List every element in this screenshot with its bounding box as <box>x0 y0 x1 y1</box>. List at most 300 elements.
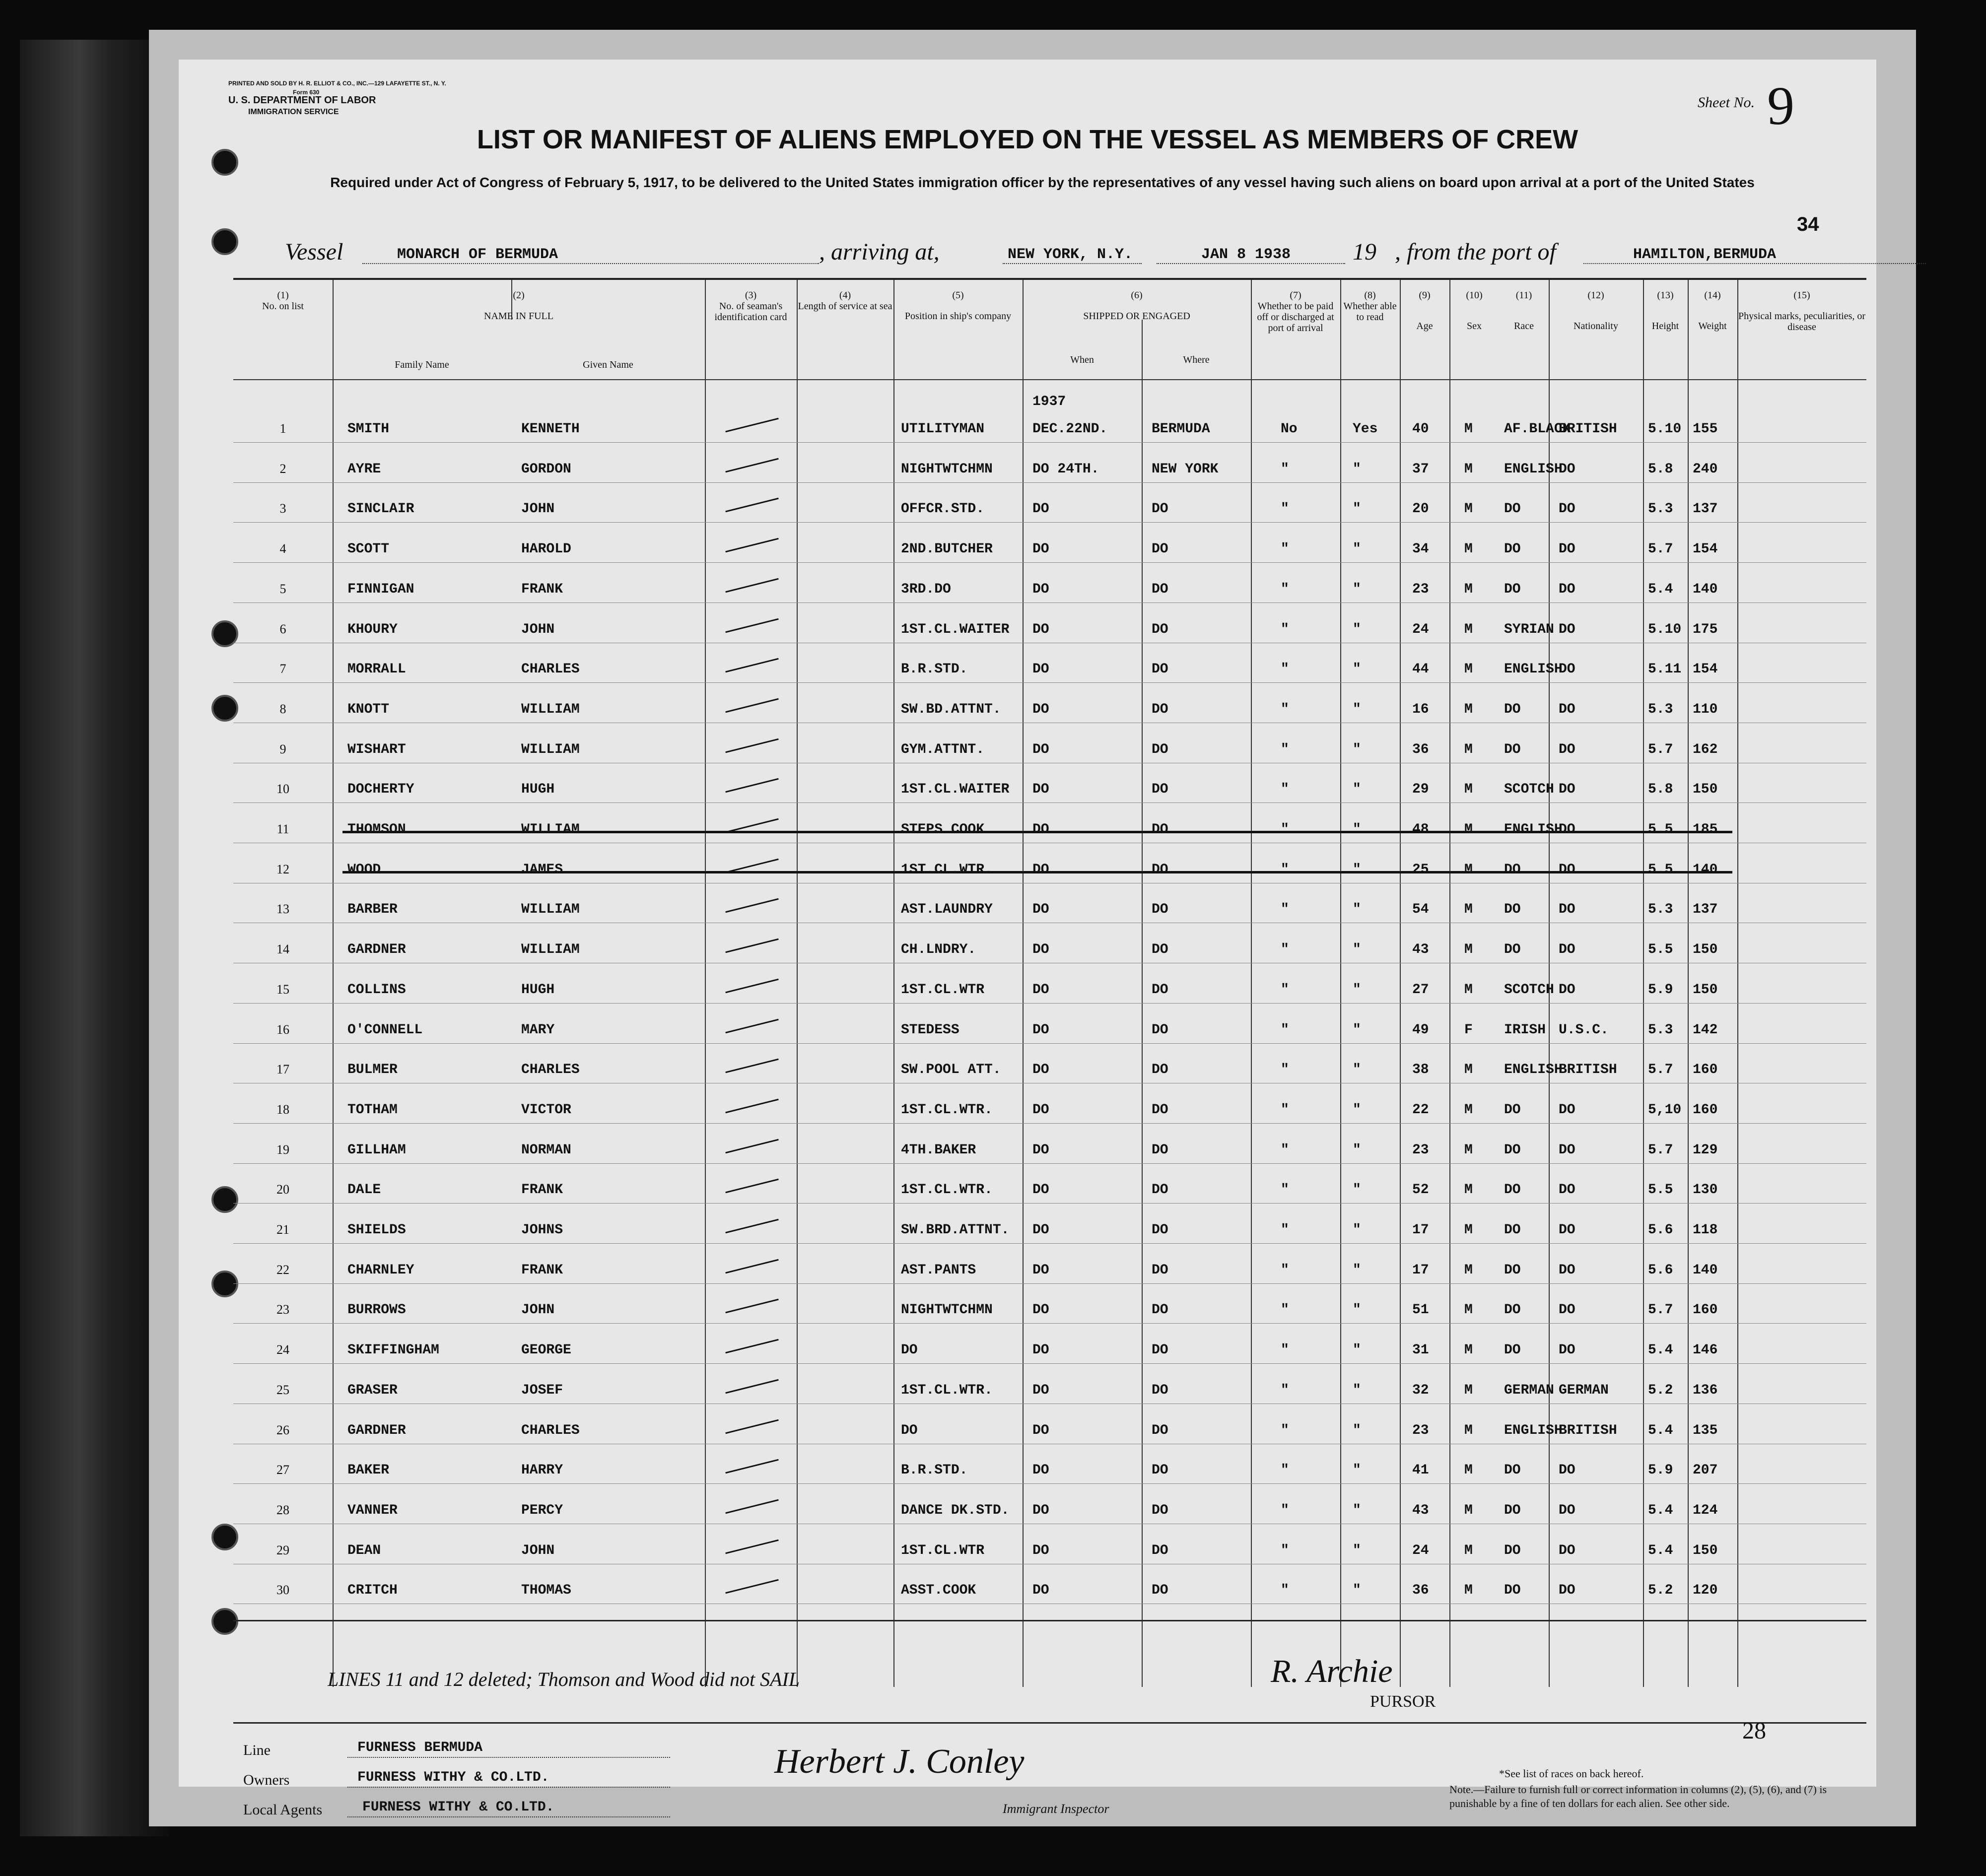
id-card-tick <box>725 618 778 633</box>
cell-when: DO <box>1032 942 1049 958</box>
cell-paid: " <box>1281 942 1289 958</box>
row-rule <box>233 1323 1866 1324</box>
cell-sex: M <box>1464 1542 1473 1558</box>
cell-when: DO <box>1032 822 1049 837</box>
id-card-tick <box>725 778 778 793</box>
cell-weight: 137 <box>1693 501 1718 517</box>
cell-position: SW.POOL ATT. <box>901 1062 1001 1078</box>
col11-number: (11) <box>1515 290 1532 301</box>
cell-given: JOHN <box>521 501 555 517</box>
cell-read: " <box>1353 701 1361 717</box>
cell-sex: F <box>1464 1022 1473 1038</box>
cell-paid: " <box>1281 581 1289 597</box>
cell-read: " <box>1353 741 1361 757</box>
cell-paid: No <box>1281 421 1298 437</box>
year-label: 19 <box>1353 239 1376 265</box>
cell-height: 5.5 <box>1648 862 1673 877</box>
cell-given: JOHN <box>521 1302 555 1318</box>
row-number: 15 <box>276 982 289 997</box>
cell-height: 5.9 <box>1648 982 1673 998</box>
cell-when: DO <box>1032 1583 1049 1599</box>
col15-header <box>1737 290 1866 333</box>
cell-sex: M <box>1464 1583 1473 1599</box>
cell-where: DO <box>1152 701 1168 717</box>
cell-nat: DO <box>1559 541 1575 557</box>
row-rule <box>233 442 1866 443</box>
cell-when: DO <box>1032 1062 1049 1078</box>
cell-position: 1ST.CL.WAITER <box>901 621 1010 637</box>
cell-position: NIGHTWTCHMN <box>901 461 993 477</box>
id-card-tick <box>725 1299 778 1314</box>
cell-when: DO <box>1032 1182 1049 1198</box>
cell-position: 1ST.CL.WTR. <box>901 862 993 877</box>
cell-family: WOOD <box>347 862 381 877</box>
cell-when: DO <box>1032 1222 1049 1238</box>
column-divider <box>1023 280 1024 1687</box>
port-rule <box>1003 263 1142 264</box>
cell-family: DOCHERTY <box>347 782 414 798</box>
id-card-tick <box>725 418 778 433</box>
id-card-tick <box>725 1259 778 1273</box>
col1-header <box>233 290 333 312</box>
cell-race: GERMAN <box>1504 1382 1554 1398</box>
col6-header <box>1023 290 1251 322</box>
id-card-tick <box>725 1179 778 1194</box>
line-label: Line <box>243 1742 271 1758</box>
column-divider <box>333 280 334 1687</box>
cell-nat: BRITISH <box>1559 1422 1617 1438</box>
cell-read: " <box>1353 1542 1361 1558</box>
row-number: 18 <box>276 1102 289 1117</box>
cell-where: DO <box>1152 862 1168 877</box>
col10-number: (10) <box>1466 290 1483 301</box>
row-number: 8 <box>279 701 286 716</box>
cell-height: 5.5 <box>1648 1182 1673 1198</box>
id-card-tick <box>725 938 778 953</box>
cell-nat: DO <box>1559 862 1575 877</box>
line-rule <box>347 1757 670 1758</box>
cell-nat: BRITISH <box>1559 1062 1617 1078</box>
row-number: 21 <box>276 1222 289 1237</box>
cell-weight: 140 <box>1693 862 1718 877</box>
row-rule <box>233 1203 1866 1204</box>
cell-given: JOHNS <box>521 1222 563 1238</box>
cell-family: BULMER <box>347 1062 398 1078</box>
cell-height: 5.3 <box>1648 902 1673 918</box>
id-card-tick <box>725 578 778 593</box>
cell-read: " <box>1353 862 1361 877</box>
cell-weight: 110 <box>1693 701 1718 717</box>
cell-race: DO <box>1504 1222 1521 1238</box>
cell-nat: DO <box>1559 942 1575 958</box>
from-port: HAMILTON,BERMUDA <box>1633 246 1777 263</box>
cell-sex: M <box>1464 621 1473 637</box>
cell-family: VANNER <box>347 1502 398 1518</box>
row-number: 1 <box>279 421 286 436</box>
row-number: 6 <box>279 621 286 636</box>
cell-when: DO <box>1032 1022 1049 1038</box>
cell-race: ENGLISH <box>1504 1062 1563 1078</box>
cell-given: FRANK <box>521 1262 563 1278</box>
cell-read: " <box>1353 1463 1361 1478</box>
cell-age: 54 <box>1412 902 1429 918</box>
cell-family: DEAN <box>347 1542 381 1558</box>
cell-when: DO <box>1032 1302 1049 1318</box>
col9-header <box>1400 290 1449 332</box>
id-card-tick <box>725 979 778 994</box>
when-header: When <box>1070 354 1094 365</box>
cell-nat: DO <box>1559 1583 1575 1599</box>
cell-position: 4TH.BAKER <box>901 1142 976 1158</box>
id-card-tick <box>725 1539 778 1554</box>
cell-family: O'CONNELL <box>347 1022 423 1038</box>
cell-height: 5.4 <box>1648 1422 1673 1438</box>
id-card-tick <box>725 1139 778 1153</box>
form-title: LIST OR MANIFEST OF ALIENS EMPLOYED ON THE VESSEL AS MEMBERS OF CREW <box>477 125 1578 154</box>
cell-height: 5.2 <box>1648 1382 1673 1398</box>
row-number: 10 <box>276 782 289 797</box>
cell-position: 1ST.CL.WTR. <box>901 1102 993 1118</box>
cell-race: DO <box>1504 1463 1521 1478</box>
col8-number: (8) <box>1364 290 1376 301</box>
cell-paid: " <box>1281 1222 1289 1238</box>
purser-title: PURSOR <box>1370 1692 1436 1711</box>
cell-age: 38 <box>1412 1062 1429 1078</box>
cell-nat: DO <box>1559 662 1575 677</box>
row-rule <box>233 1243 1866 1244</box>
cell-sex: M <box>1464 1102 1473 1118</box>
cell-position: 1ST.CL.WTR. <box>901 1182 993 1198</box>
agents-value: FURNESS WITHY & CO.LTD. <box>362 1800 554 1815</box>
table-bottom-rule <box>233 1620 1866 1621</box>
row-rule <box>233 482 1866 483</box>
row-rule <box>233 1363 1866 1364</box>
cell-height: 5.5 <box>1648 822 1673 837</box>
page-number: 34 <box>1797 213 1819 235</box>
cell-age: 23 <box>1412 1142 1429 1158</box>
cell-read: " <box>1353 1102 1361 1118</box>
cell-family: MORRALL <box>347 662 406 677</box>
cell-sex: M <box>1464 581 1473 597</box>
cell-weight: 154 <box>1693 662 1718 677</box>
cell-family: THOMSON <box>347 822 406 837</box>
cell-where: DO <box>1152 982 1168 998</box>
cell-age: 20 <box>1412 501 1429 517</box>
cell-weight: 240 <box>1693 461 1718 477</box>
cell-where: DO <box>1152 541 1168 557</box>
row-number: 24 <box>276 1342 289 1357</box>
cell-height: 5.2 <box>1648 1583 1673 1599</box>
id-card-tick <box>725 1018 778 1033</box>
sheet-number: 9 <box>1767 75 1794 136</box>
cell-position: 1ST.CL.WTR <box>901 1542 985 1558</box>
row-number: 23 <box>276 1302 289 1317</box>
cell-when: DO 24TH. <box>1032 461 1099 477</box>
cell-family: SCOTT <box>347 541 390 557</box>
from-port-rule <box>1583 263 1926 264</box>
cell-age: 29 <box>1412 782 1429 798</box>
col2-number: (2) <box>513 290 525 301</box>
cell-where: DO <box>1152 1382 1168 1398</box>
row-number: 20 <box>276 1182 289 1197</box>
cell-race: AF.BLACK <box>1504 421 1571 437</box>
cell-when: DO <box>1032 902 1049 918</box>
cell-position: AST.PANTS <box>901 1262 976 1278</box>
cell-sex: M <box>1464 1422 1473 1438</box>
col3-header <box>705 290 797 323</box>
penalty-note: Note.—Failure to furnish full or correct information in columns (2), (5), (6), and (7) is punishable by a fine of ten dollars for each alien. See other side. <box>1449 1783 1827 1809</box>
printer-line: PRINTED AND SOLD BY H. R. ELLIOT & CO., INC.—129 LAFAYETTE ST., N. Y. <box>228 80 446 87</box>
cell-race: DO <box>1504 1342 1521 1358</box>
cell-race: DO <box>1504 902 1521 918</box>
id-card-tick <box>725 738 778 753</box>
cell-nat: DO <box>1559 1542 1575 1558</box>
cell-given: WILLIAM <box>521 822 580 837</box>
cell-height: 5.4 <box>1648 581 1673 597</box>
cell-when: DO <box>1032 1382 1049 1398</box>
row-number: 25 <box>276 1382 289 1397</box>
column-divider <box>797 280 798 1687</box>
id-card-tick <box>725 1099 778 1114</box>
cell-weight: 118 <box>1693 1222 1718 1238</box>
cell-given: WILLIAM <box>521 942 580 958</box>
date-rule <box>1157 263 1345 264</box>
cell-paid: " <box>1281 902 1289 918</box>
footer-divider <box>233 1722 1866 1724</box>
col4-label: Length of service at sea <box>798 301 892 312</box>
cell-where: DO <box>1152 621 1168 637</box>
col15-number: (15) <box>1793 290 1810 301</box>
cell-sex: M <box>1464 501 1473 517</box>
cell-sex: M <box>1464 1502 1473 1518</box>
row-number: 13 <box>276 902 289 917</box>
id-card-tick <box>725 698 778 713</box>
cell-weight: 120 <box>1693 1583 1718 1599</box>
cell-read: " <box>1353 1422 1361 1438</box>
cell-family: SINCLAIR <box>347 501 414 517</box>
cell-where: DO <box>1152 1583 1168 1599</box>
cell-nat: DO <box>1559 1502 1575 1518</box>
cell-age: 25 <box>1412 862 1429 877</box>
cell-given: WILLIAM <box>521 741 580 757</box>
col3-number: (3) <box>745 290 757 301</box>
race-note: *See list of races on back hereof. <box>1499 1767 1644 1780</box>
row-number: 3 <box>279 501 286 516</box>
col1-number: (1) <box>277 290 289 301</box>
cell-sex: M <box>1464 902 1473 918</box>
cell-race: DO <box>1504 862 1521 877</box>
row-rule <box>233 1163 1866 1164</box>
id-card-tick <box>725 1219 778 1234</box>
cell-nat: DO <box>1559 782 1575 798</box>
cell-race: DO <box>1504 1583 1521 1599</box>
cell-height: 5.7 <box>1648 1142 1673 1158</box>
cell-paid: " <box>1281 782 1289 798</box>
column-divider <box>1400 280 1401 1687</box>
cell-weight: 150 <box>1693 782 1718 798</box>
cell-nat: DO <box>1559 741 1575 757</box>
binder-spine <box>20 40 169 1836</box>
cell-read: " <box>1353 942 1361 958</box>
cell-where: DO <box>1152 1502 1168 1518</box>
cell-height: 5.4 <box>1648 1502 1673 1518</box>
cell-where: DO <box>1152 1542 1168 1558</box>
cell-read: " <box>1353 1342 1361 1358</box>
cell-position: STEPS COOK <box>901 822 985 837</box>
cell-nat: DO <box>1559 1102 1575 1118</box>
cell-family: COLLINS <box>347 982 406 998</box>
col3-label: No. of seaman's identification card <box>714 301 787 323</box>
cell-sex: M <box>1464 662 1473 677</box>
cell-position: CH.LNDRY. <box>901 942 976 958</box>
col8-label: Whether able to read <box>1343 301 1397 323</box>
cell-weight: 160 <box>1693 1062 1718 1078</box>
manifest-sheet <box>179 60 1876 1818</box>
cell-when: DO <box>1032 701 1049 717</box>
cell-given: CHARLES <box>521 662 580 677</box>
cell-given: JOSEF <box>521 1382 563 1398</box>
cell-read: " <box>1353 1062 1361 1078</box>
cell-age: 16 <box>1412 701 1429 717</box>
id-card-tick <box>725 538 778 553</box>
col12-number: (12) <box>1587 290 1604 301</box>
col5-label: Position in ship's company <box>904 311 1012 322</box>
cell-weight: 130 <box>1693 1182 1718 1198</box>
cell-nat: DO <box>1559 501 1575 517</box>
cell-sex: M <box>1464 1182 1473 1198</box>
inspector-signature: Herbert J. Conley <box>774 1742 1025 1781</box>
cell-position: 3RD.DO <box>901 581 951 597</box>
row-rule <box>233 1043 1866 1044</box>
cell-family: BARBER <box>347 902 398 918</box>
cell-where: DO <box>1152 1422 1168 1438</box>
cell-weight: 137 <box>1693 902 1718 918</box>
cell-age: 40 <box>1412 421 1429 437</box>
cell-sex: M <box>1464 1262 1473 1278</box>
cell-given: CHARLES <box>521 1422 580 1438</box>
cell-race: DO <box>1504 1262 1521 1278</box>
cell-nat: DO <box>1559 902 1575 918</box>
cell-family: GARDNER <box>347 942 406 958</box>
cell-race: DO <box>1504 1542 1521 1558</box>
cell-given: JOHN <box>521 621 555 637</box>
cell-given: JAMES <box>521 862 563 877</box>
col5-header <box>893 290 1023 322</box>
cell-height: 5.6 <box>1648 1222 1673 1238</box>
cell-family: KHOURY <box>347 621 398 637</box>
cell-read: " <box>1353 782 1361 798</box>
given-name-header: Given Name <box>583 359 633 370</box>
col12-label: Nationality <box>1574 321 1618 332</box>
cell-height: 5.3 <box>1648 1022 1673 1038</box>
cell-where: DO <box>1152 1302 1168 1318</box>
cell-weight: 162 <box>1693 741 1718 757</box>
family-name-header: Family Name <box>395 359 449 370</box>
cell-age: 43 <box>1412 942 1429 958</box>
cell-nat: DO <box>1559 1182 1575 1198</box>
col4-header <box>797 290 893 312</box>
cell-age: 23 <box>1412 1422 1429 1438</box>
col12-header <box>1549 290 1643 332</box>
cell-paid: " <box>1281 701 1289 717</box>
row-rule <box>233 682 1866 683</box>
cell-age: 44 <box>1412 662 1429 677</box>
cell-where: DO <box>1152 1022 1168 1038</box>
cell-where: DO <box>1152 1182 1168 1198</box>
cell-age: 17 <box>1412 1222 1429 1238</box>
cell-when: DO <box>1032 1422 1049 1438</box>
cell-nat: DO <box>1559 1222 1575 1238</box>
id-card-tick <box>725 458 778 472</box>
cell-read: " <box>1353 541 1361 557</box>
cell-where: DO <box>1152 1102 1168 1118</box>
cell-paid: " <box>1281 741 1289 757</box>
cell-weight: 140 <box>1693 581 1718 597</box>
cell-family: BURROWS <box>347 1302 406 1318</box>
cell-race: DO <box>1504 541 1521 557</box>
cell-nat: DO <box>1559 1342 1575 1358</box>
cell-paid: " <box>1281 461 1289 477</box>
cell-nat: DO <box>1559 1262 1575 1278</box>
page-mark: 28 <box>1742 1718 1766 1744</box>
cell-weight: 207 <box>1693 1463 1718 1478</box>
cell-nat: DO <box>1559 621 1575 637</box>
cell-race: IRISH <box>1504 1022 1546 1038</box>
cell-position: 1ST.CL.WTR. <box>901 1382 993 1398</box>
row-rule <box>233 522 1866 523</box>
cell-paid: " <box>1281 1502 1289 1518</box>
cell-height: 5.3 <box>1648 501 1673 517</box>
cell-nat: DO <box>1559 1463 1575 1478</box>
cell-where: DO <box>1152 581 1168 597</box>
cell-age: 31 <box>1412 1342 1429 1358</box>
cell-family: AYRE <box>347 461 381 477</box>
cell-height: 5.5 <box>1648 942 1673 958</box>
cell-race: DO <box>1504 1102 1521 1118</box>
cell-when: DO <box>1032 1463 1049 1478</box>
cell-where: DO <box>1152 1222 1168 1238</box>
cell-given: KENNETH <box>521 421 580 437</box>
cell-family: FINNIGAN <box>347 581 414 597</box>
cell-position: NIGHTWTCHMN <box>901 1302 993 1318</box>
cell-where: DO <box>1152 1262 1168 1278</box>
cell-paid: " <box>1281 1583 1289 1599</box>
form-subtitle: Required under Act of Congress of February 5, 1917, to be delivered to the United States immigration officer by the representatives of any vessel having such aliens on board upon arrival at a port of the United States <box>330 175 1755 190</box>
cell-read: " <box>1353 1142 1361 1158</box>
cell-when: DO <box>1032 1542 1049 1558</box>
cell-read: " <box>1353 1502 1361 1518</box>
row-number: 5 <box>279 581 286 596</box>
cell-nat: DO <box>1559 1142 1575 1158</box>
cell-given: CHARLES <box>521 1062 580 1078</box>
row-number: 17 <box>276 1062 289 1077</box>
cell-position: GYM.ATTNT. <box>901 741 985 757</box>
col6-label: SHIPPED OR ENGAGED <box>1083 311 1190 322</box>
cell-when: DO <box>1032 541 1049 557</box>
cell-read: " <box>1353 902 1361 918</box>
cell-age: 48 <box>1412 822 1429 837</box>
cell-family: GARDNER <box>347 1422 406 1438</box>
cell-read: " <box>1353 581 1361 597</box>
id-card-tick <box>725 1579 778 1594</box>
cell-age: 24 <box>1412 1542 1429 1558</box>
cell-family: TOTHAM <box>347 1102 398 1118</box>
cell-nat: DO <box>1559 1302 1575 1318</box>
cell-height: 5.10 <box>1648 621 1682 637</box>
row-number: 27 <box>276 1463 289 1477</box>
column-divider <box>1737 280 1738 1687</box>
cell-position: 2ND.BUTCHER <box>901 541 993 557</box>
